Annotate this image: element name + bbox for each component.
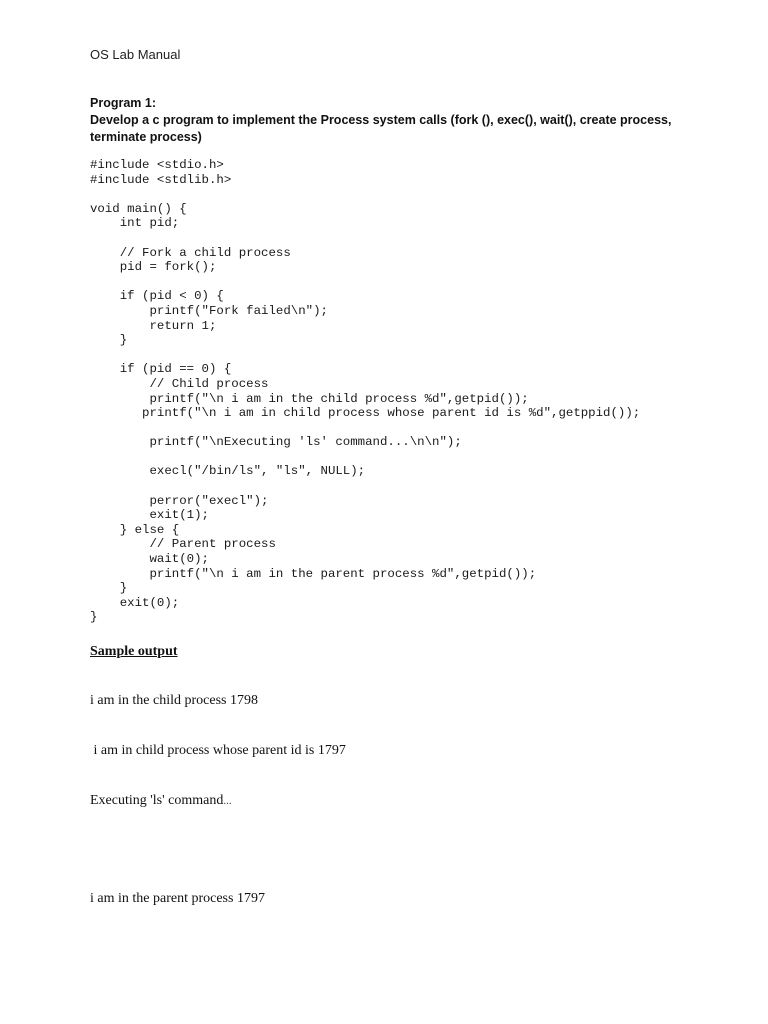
code-line (90, 348, 640, 363)
output-line (90, 843, 346, 858)
code-line: // Parent process (90, 537, 276, 552)
code-line: // Child process (90, 376, 269, 391)
program-title: Program 1: (90, 96, 156, 110)
code-block (90, 158, 640, 625)
code-line (90, 275, 640, 290)
code-line: void main() { (90, 201, 187, 216)
page-header: OS Lab Manual (90, 47, 181, 62)
code-line: execl("/bin/ls", "ls", NULL); (90, 464, 366, 479)
output-text: Executing 'ls' command (90, 792, 224, 808)
code-line: exit(1); (90, 508, 209, 523)
code-line: } (90, 610, 98, 625)
output-line: i am in the parent process 1797 (90, 890, 265, 906)
code-line: #include <stdio.h> (90, 158, 224, 172)
code-line: if (pid < 0) { (90, 289, 224, 304)
code-line: // Fork a child process (90, 245, 291, 260)
code-line (90, 421, 640, 436)
code-line: printf("\n i am in the child process %d",getpid()); (90, 391, 529, 406)
code-line (90, 450, 640, 465)
code-line: printf("\nExecuting 'ls' command...\n\n"); (90, 435, 462, 450)
sample-output-heading: Sample output (90, 644, 178, 659)
code-line: if (pid == 0) { (90, 362, 232, 377)
code-line (90, 479, 640, 494)
output-ellipsis: ... (223, 794, 232, 807)
code-line: } (90, 581, 128, 596)
output-line: i am in the child process 1798 (90, 693, 258, 709)
code-line: return 1; (90, 318, 217, 333)
code-line: printf("\n i am in the parent process %d",getpid()); (90, 566, 537, 581)
sample-output (90, 660, 346, 941)
code-line: #include <stdlib.h> (90, 172, 232, 187)
code-line: printf("\n i am in child process whose parent id is %d",getppid()); (90, 406, 641, 421)
code-line (90, 231, 640, 246)
code-line: } (90, 333, 128, 348)
code-line: exit(0); (90, 595, 180, 610)
program-description: Develop a c program to implement the Process system calls (fork (), exec(), wait(), create process, terminate process) (90, 113, 672, 144)
code-line: printf("Fork failed\n"); (90, 303, 328, 318)
output-line: i am in child process whose parent id is 1797 (90, 742, 346, 758)
code-line (90, 187, 640, 202)
code-line: perror("execl"); (90, 493, 269, 508)
code-line: int pid; (90, 216, 180, 231)
code-line: } else { (90, 522, 180, 537)
code-line: pid = fork(); (90, 260, 217, 275)
output-line (90, 793, 346, 810)
code-line: wait(0); (90, 552, 209, 567)
